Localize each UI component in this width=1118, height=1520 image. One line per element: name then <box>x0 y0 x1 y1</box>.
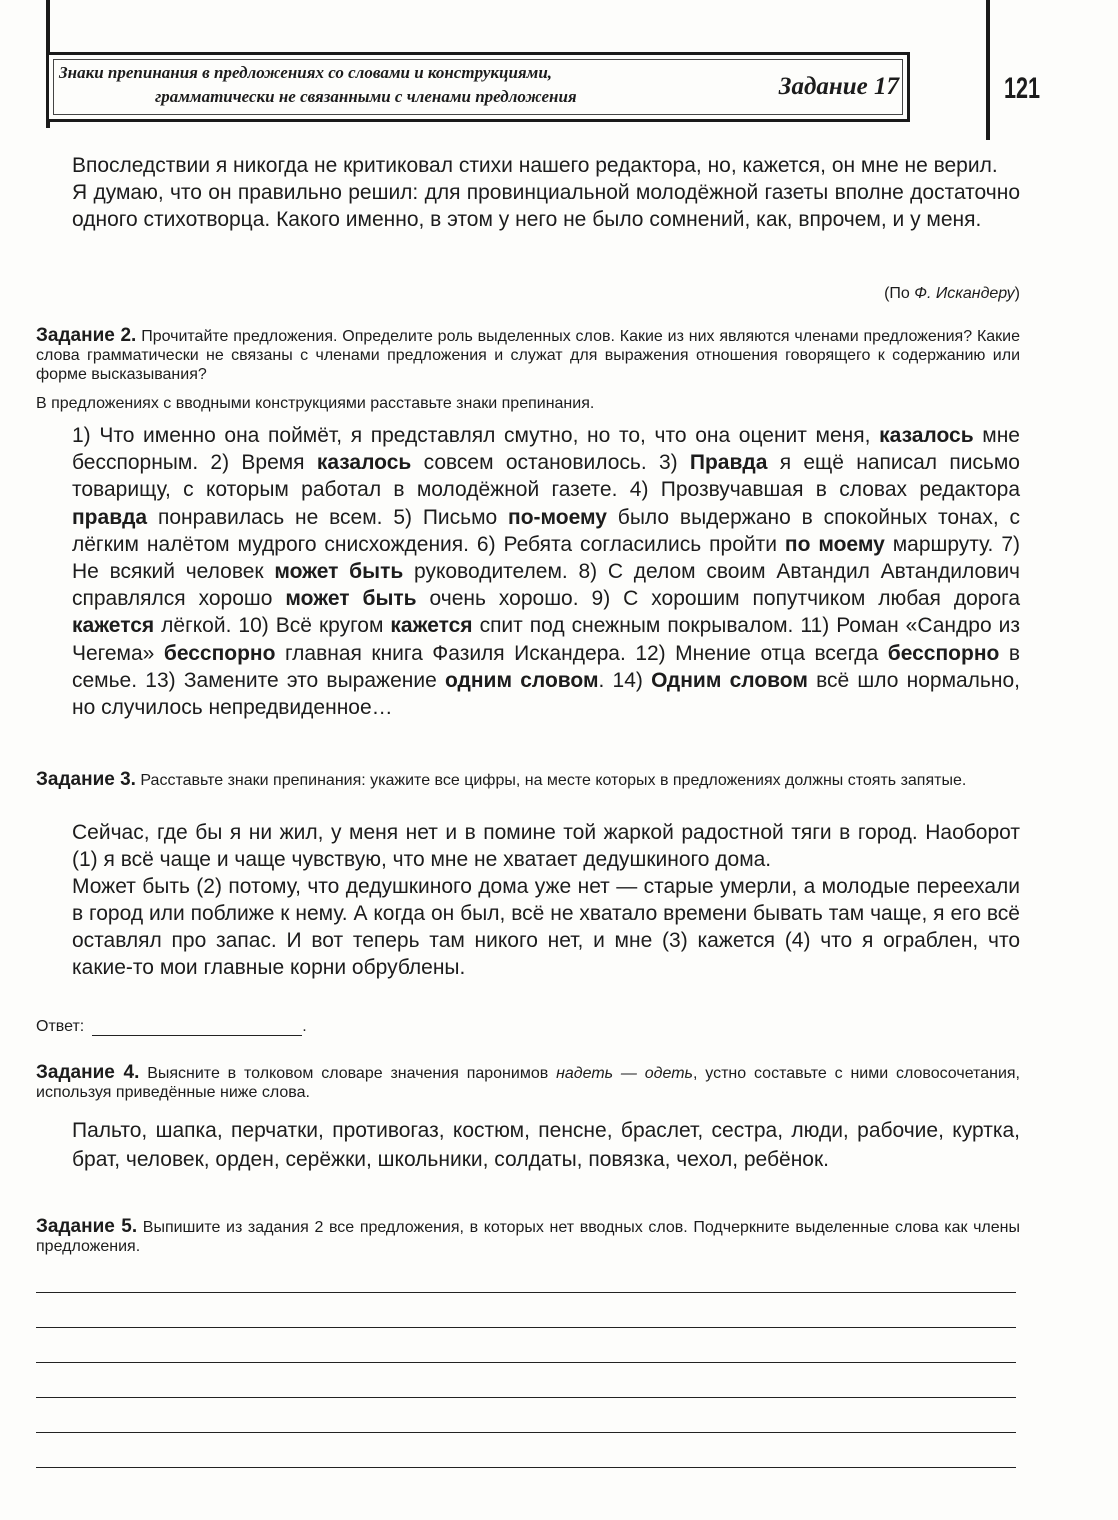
attribution-suffix: ) <box>1014 285 1020 302</box>
writing-line[interactable] <box>36 1362 1016 1363</box>
answer-field <box>36 1018 307 1036</box>
writing-line[interactable] <box>36 1432 1016 1433</box>
sentence-text: спит под снежным покрывалом. 11) Роман «Сандро из Чегема» <box>72 614 1020 665</box>
sentence-text: руководителем. 8) С делом своим Автандил Автандилович справлялся хорошо <box>72 560 1020 611</box>
intro-paragraph-2: Я думаю, что он правильно решил: для провинциальной молодёжной газеты вполне достаточно одного стихотворца. Какого именно, в этом у него не было сомнений, как, впрочем, и у меня. <box>72 181 1020 231</box>
task-3-paragraph-1: Сейчас, где бы я ни жил, у меня нет и в помине той жаркой радостной тяги в город. Наоборот (1) я всё чаще и чаще чувствую, что мне не хватает дедушкиного дома. <box>72 821 1020 871</box>
highlighted-word: казалось <box>316 451 412 475</box>
task-3-label: Задание 3. <box>36 769 136 790</box>
highlighted-word: одним словом <box>444 668 599 692</box>
header-topic-line1: Знаки препинания в предложениях со словами и конструкциями, <box>59 63 553 82</box>
highlighted-word: может быть <box>285 587 417 611</box>
sentence-text: совсем остановилось. 3) <box>411 451 690 475</box>
task-4-instruction <box>36 1063 1020 1102</box>
page-number: 121 <box>1004 72 1041 105</box>
intro-paragraph-1: Впоследствии я никогда не критиковал стихи нашего редактора, но, кажется, он мне не верил. <box>72 154 998 177</box>
task-4-text-b: , устно составьте с ними словосочетания, используя приведённые ниже слова. <box>36 1065 1020 1101</box>
sentence-text: мне бесспорным. 2) Время <box>72 424 1020 475</box>
intro-passage <box>72 152 1020 233</box>
sentence-text: очень хорошо. 9) С хорошим попутчиком любая дорога <box>416 587 1021 611</box>
task-3-instruction <box>36 770 1020 790</box>
right-margin-rule <box>986 0 990 140</box>
task-5-text: Выпишите из задания 2 все предложения, в которых нет вводных слов. Подчеркните выделенные слова как члены предложения. <box>36 1219 1021 1255</box>
task-4-paronyms: надеть — одеть <box>556 1065 693 1082</box>
writing-line[interactable] <box>36 1397 1016 1398</box>
task-5-instruction <box>36 1217 1020 1256</box>
answer-label: Ответ: <box>36 1018 85 1035</box>
attribution <box>884 285 1020 303</box>
writing-line[interactable] <box>36 1467 1016 1468</box>
chapter-header <box>46 52 910 122</box>
header-topic-line2: грамматически не связанными с членами предложения <box>155 87 577 106</box>
highlighted-word: по-моему <box>508 505 607 529</box>
task-2-label: Задание 2. <box>36 325 137 346</box>
highlighted-word: по моему <box>784 532 885 556</box>
sentence-text: 1) Что именно она поймёт, я представлял смутно, но то, что она оценит меня, <box>72 424 880 447</box>
highlighted-word: может быть <box>274 560 404 584</box>
attribution-prefix: (По <box>884 285 915 302</box>
task-5-label: Задание 5. <box>36 1216 138 1237</box>
highlighted-word: казалось <box>879 424 974 447</box>
sentence-text: было выдержано в спокойных тонах, с лёгким налётом мудрого снисхождения. 6) Ребята согласились пройти <box>72 505 1020 556</box>
highlighted-word: кажется <box>390 614 473 638</box>
task-2-sentences <box>72 422 1020 721</box>
sentence-text: я ещё написал письмо товарищу, с которым работал в молодёжной газете. 4) Прозвучавшая в словах редактора <box>72 451 1020 502</box>
sentence-text: главная книга Фазиля Искандера. 12) Мнение отца всегда <box>275 641 888 665</box>
task-3-paragraph-2: Может быть (2) потому, что дедушкиного дома уже нет — старые умерли, а молодые переехали в город или поближе к нему. А когда он был, всё не хватало времени бывать там чаще, я его всё оставлял про запас. И вот теперь там никого нет, и мне (3) кажется (4) что я ограблен, что какие-то мои главные корни обрублены. <box>72 875 1020 979</box>
task-3-text: Расставьте знаки препинания: укажите все цифры, на месте которых в предложениях должны стоять запятые. <box>140 772 967 789</box>
highlighted-word: Одним словом <box>651 668 808 692</box>
task-2-text: Прочитайте предложения. Определите роль выделенных слов. Какие из них являются членами предложения? Какие слова грамматически не связаны с членами предложения и служат для выражения отношения говорящего к содержанию или форме высказывания? <box>36 328 1021 383</box>
answer-end: . <box>302 1018 307 1035</box>
answer-blank-line[interactable] <box>92 1035 302 1036</box>
task-4-label: Задание 4. <box>36 1062 140 1083</box>
sentence-text: маршруту. 7) Не всякий человек <box>72 532 1020 584</box>
header-topic <box>59 61 699 109</box>
highlighted-word: кажется <box>72 614 155 638</box>
writing-line[interactable] <box>36 1292 1016 1293</box>
highlighted-word: правда <box>72 505 148 529</box>
writing-line[interactable] <box>36 1327 1016 1328</box>
sentence-text: в семье. 13) Замените это выражение <box>72 641 1021 692</box>
sentence-text: лёгкой. 10) Всё кругом <box>154 614 391 638</box>
attribution-author: Ф. Искандеру <box>914 285 1015 302</box>
task-4-text-a: Выясните в толковом словаре значения паронимов <box>147 1065 557 1082</box>
sentence-text: всё шло нормально, но случилось непредвиденное… <box>72 668 1020 720</box>
task-3-passage <box>72 819 1020 981</box>
header-task-number: Задание 17 <box>778 73 899 100</box>
highlighted-word: бесспорно <box>163 641 276 665</box>
highlighted-word: Правда <box>689 451 768 475</box>
task-2-note: В предложениях с вводными конструкциями расставьте знаки препинания. <box>36 395 595 412</box>
sentence-text: понравилась не всем. 5) Письмо <box>147 505 509 529</box>
task-4-word-list: Пальто, шапка, перчатки, противогаз, костюм, пенсне, браслет, сестра, люди, рабочие, куртка, брат, человек, орден, серёжки, школьники, солдаты, повязка, чехол, ребёнок. <box>72 1119 1020 1171</box>
highlighted-word: бесспорно <box>887 641 1000 665</box>
task-2-instruction <box>36 326 1020 384</box>
sentence-text: . 14) <box>598 668 652 692</box>
